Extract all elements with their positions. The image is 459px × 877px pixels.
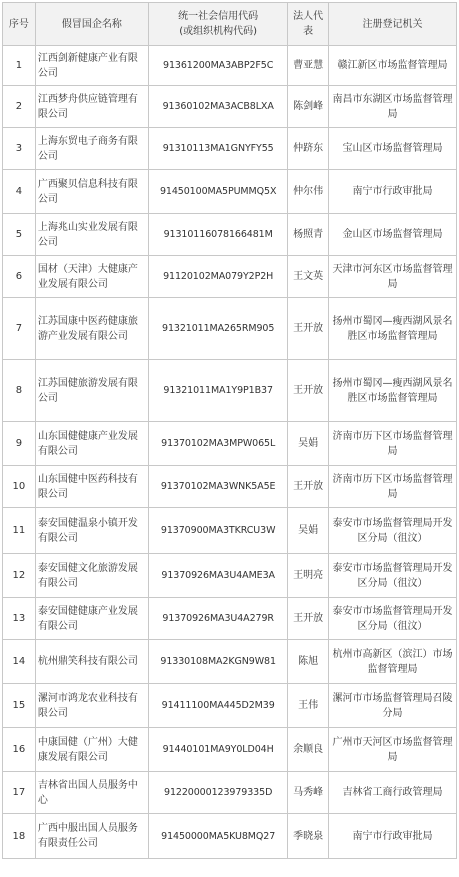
row-credit-code: 91330108MA2KGN9W81 xyxy=(149,640,288,684)
row-credit-code: 91310113MA1GNYFY55 xyxy=(149,128,288,170)
row-legal-rep: 王开放 xyxy=(288,360,329,422)
row-company-name: 广西中服出国人员服务有限责任公司 xyxy=(35,814,148,859)
row-legal-rep: 季晓泉 xyxy=(288,814,329,859)
row-legal-rep: 余顺良 xyxy=(288,728,329,772)
table-row xyxy=(3,772,457,814)
row-index: 14 xyxy=(3,640,36,684)
table-row xyxy=(3,256,457,298)
row-company-name: 国材（天津）大健康产业发展有限公司 xyxy=(35,256,148,298)
row-credit-code: 91370926MA3U4AME3A xyxy=(149,554,288,598)
header-index: 序号 xyxy=(3,3,36,46)
row-legal-rep: 吴娟 xyxy=(288,422,329,466)
row-legal-rep: 杨照青 xyxy=(288,214,329,256)
row-registration-org: 扬州市蜀冈—瘦西湖风景名胜区市场监督管理局 xyxy=(329,298,457,360)
table-row xyxy=(3,360,457,422)
row-legal-rep: 吴娟 xyxy=(288,508,329,554)
table-body xyxy=(3,46,457,859)
row-index: 3 xyxy=(3,128,36,170)
row-index: 12 xyxy=(3,554,36,598)
table-row xyxy=(3,554,457,598)
row-index: 1 xyxy=(3,46,36,86)
row-company-name: 江西剑新健康产业有限公司 xyxy=(35,46,148,86)
header-legal-rep: 法人代表 xyxy=(288,3,329,46)
row-index: 5 xyxy=(3,214,36,256)
fake-soe-table xyxy=(2,2,457,859)
row-index: 2 xyxy=(3,86,36,128)
page xyxy=(2,2,457,859)
row-credit-code: 91220000123979335D xyxy=(149,772,288,814)
row-index: 13 xyxy=(3,598,36,640)
table-row xyxy=(3,508,457,554)
row-registration-org: 金山区市场监督管理局 xyxy=(329,214,457,256)
row-company-name: 漯河市鸿龙农业科技有限公司 xyxy=(35,684,148,728)
row-index: 17 xyxy=(3,772,36,814)
header-company: 假冒国企名称 xyxy=(35,3,148,46)
row-company-name: 山东国健健康产业发展有限公司 xyxy=(35,422,148,466)
row-legal-rep: 王开放 xyxy=(288,298,329,360)
header-credit-code-text: 统一社会信用代码 (或组织机构代码) xyxy=(178,11,259,37)
row-company-name: 上海兆山实业发展有限公司 xyxy=(35,214,148,256)
table-row xyxy=(3,46,457,86)
row-company-name: 江苏国健旅游发展有限公司 xyxy=(35,360,148,422)
row-registration-org: 泰安市市场监督管理局开发区分局（徂汶） xyxy=(329,508,457,554)
table-row xyxy=(3,598,457,640)
table-row xyxy=(3,814,457,859)
row-credit-code: 91411100MA445D2M39 xyxy=(149,684,288,728)
row-registration-org: 赣江新区市场监督管理局 xyxy=(329,46,457,86)
row-company-name: 江西梦舟供应链管理有限公司 xyxy=(35,86,148,128)
header-registration-org: 注册登记机关 xyxy=(329,3,457,46)
table-row xyxy=(3,728,457,772)
row-credit-code: 91321011MA265RM905 xyxy=(149,298,288,360)
row-index: 4 xyxy=(3,170,36,214)
row-index: 18 xyxy=(3,814,36,859)
row-credit-code: 91370926MA3U4A279R xyxy=(149,598,288,640)
table-row xyxy=(3,86,457,128)
row-credit-code: 91120102MA079Y2P2H xyxy=(149,256,288,298)
table-row xyxy=(3,684,457,728)
row-index: 6 xyxy=(3,256,36,298)
row-credit-code: 91370102MA3WNK5A5E xyxy=(149,466,288,508)
row-legal-rep: 陈剑峰 xyxy=(288,86,329,128)
row-index: 10 xyxy=(3,466,36,508)
row-registration-org: 南昌市东湖区市场监督管理局 xyxy=(329,86,457,128)
row-company-name: 吉林省出国人员服务中心 xyxy=(35,772,148,814)
row-registration-org: 漯河市市场监督管理局召陵分局 xyxy=(329,684,457,728)
row-index: 9 xyxy=(3,422,36,466)
table-row xyxy=(3,298,457,360)
row-registration-org: 杭州市高新区（滨江）市场监督管理局 xyxy=(329,640,457,684)
row-legal-rep: 王明亮 xyxy=(288,554,329,598)
row-registration-org: 南宁市行政审批局 xyxy=(329,814,457,859)
row-credit-code: 91360102MA3ACB8LXA xyxy=(149,86,288,128)
row-company-name: 杭州鼎笑科技有限公司 xyxy=(35,640,148,684)
row-company-name: 上海东贸电子商务有限公司 xyxy=(35,128,148,170)
row-registration-org: 天津市河东区市场监督管理局 xyxy=(329,256,457,298)
table-row xyxy=(3,170,457,214)
table-header-row xyxy=(3,3,457,46)
row-company-name: 泰安国健健康产业发展有限公司 xyxy=(35,598,148,640)
row-legal-rep: 王伟 xyxy=(288,684,329,728)
row-credit-code: 91310116078166481M xyxy=(149,214,288,256)
table-row xyxy=(3,640,457,684)
row-company-name: 泰安国健温泉小镇开发有限公司 xyxy=(35,508,148,554)
row-index: 11 xyxy=(3,508,36,554)
row-company-name: 江苏国康中医药健康旅游产业发展有限公司 xyxy=(35,298,148,360)
row-legal-rep: 仲跻东 xyxy=(288,128,329,170)
row-company-name: 广西聚贝信息科技有限公司 xyxy=(35,170,148,214)
header-credit-code xyxy=(149,3,288,46)
row-index: 16 xyxy=(3,728,36,772)
row-legal-rep: 王开放 xyxy=(288,598,329,640)
row-legal-rep: 陈旭 xyxy=(288,640,329,684)
row-company-name: 山东国健中医药科技有限公司 xyxy=(35,466,148,508)
row-index: 15 xyxy=(3,684,36,728)
row-registration-org: 宝山区市场监督管理局 xyxy=(329,128,457,170)
row-credit-code: 91440101MA9Y0LD04H xyxy=(149,728,288,772)
row-registration-org: 济南市历下区市场监督管理局 xyxy=(329,422,457,466)
row-index: 8 xyxy=(3,360,36,422)
table-row xyxy=(3,128,457,170)
row-credit-code: 91370900MA3TKRCU3W xyxy=(149,508,288,554)
row-registration-org: 泰安市市场监督管理局开发区分局（徂汶） xyxy=(329,554,457,598)
table-row xyxy=(3,214,457,256)
row-registration-org: 吉林省工商行政管理局 xyxy=(329,772,457,814)
row-credit-code: 91450100MA5PUMMQ5X xyxy=(149,170,288,214)
row-registration-org: 南宁市行政审批局 xyxy=(329,170,457,214)
row-legal-rep: 王开放 xyxy=(288,466,329,508)
row-registration-org: 广州市天河区市场监督管理局 xyxy=(329,728,457,772)
row-company-name: 中康国健（广州）大健康发展有限公司 xyxy=(35,728,148,772)
row-registration-org: 扬州市蜀冈—瘦西湖风景名胜区市场监督管理局 xyxy=(329,360,457,422)
row-credit-code: 91450000MA5KU8MQ27 xyxy=(149,814,288,859)
row-legal-rep: 仲尔伟 xyxy=(288,170,329,214)
row-legal-rep: 曹亚慧 xyxy=(288,46,329,86)
row-legal-rep: 马秀峰 xyxy=(288,772,329,814)
row-registration-org: 济南市历下区市场监督管理局 xyxy=(329,466,457,508)
table-row xyxy=(3,466,457,508)
row-index: 7 xyxy=(3,298,36,360)
table-row xyxy=(3,422,457,466)
row-registration-org: 泰安市市场监督管理局开发区分局（徂汶） xyxy=(329,598,457,640)
row-credit-code: 91321011MA1Y9P1B37 xyxy=(149,360,288,422)
row-credit-code: 91361200MA3ABP2F5C xyxy=(149,46,288,86)
row-credit-code: 91370102MA3MPW065L xyxy=(149,422,288,466)
row-legal-rep: 王文英 xyxy=(288,256,329,298)
row-company-name: 泰安国健文化旅游发展有限公司 xyxy=(35,554,148,598)
